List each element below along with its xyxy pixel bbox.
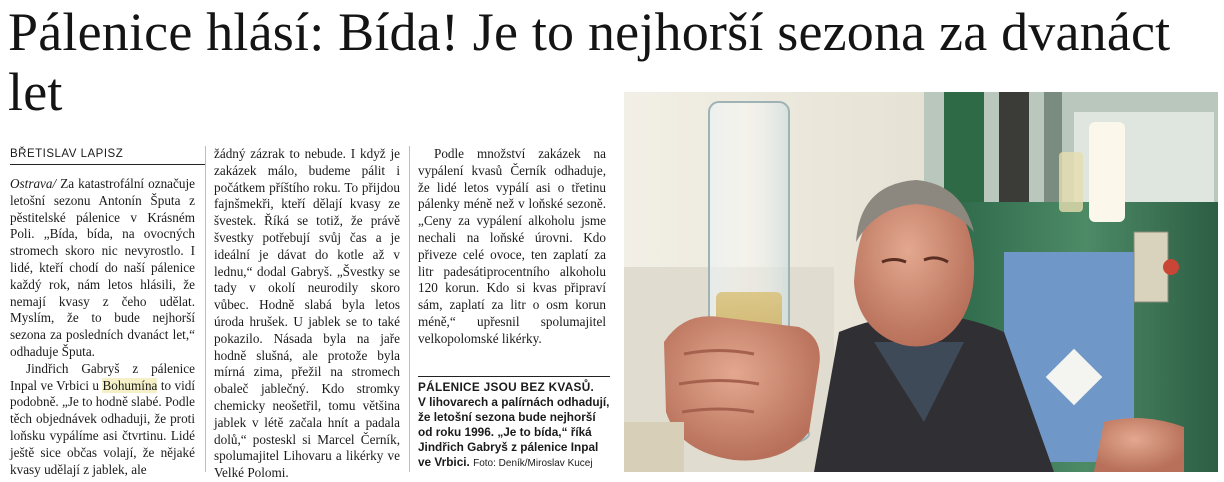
paragraph: Podle množství zakázek na vypálení kvasů Černík odhaduje, že lidé letos vypálí asi o třetinu pálenky méně než v loňské sezoně. „Ceny za vypálení alkoholu jsme nechali na loňské úrovni. Kdo přiveze celé ovoce, ten zaplatí za litr padesátiprocentního alkoholu 120 korun. Kdo si kvas připraví sám, zaplatí za litr o osm korun méně,“ upřesnil spolumajitel velkopolomské likérky.: [418, 146, 606, 346]
headline: Pálenice hlásí: Bída! Je to nejhorší sezona za dvanáct let: [8, 2, 1171, 122]
paragraph-text: Jindřich Gabryš z pálenice Inpal ve Vrbici u: [10, 360, 195, 393]
article-column-1: [10, 176, 195, 478]
article-column-3: [418, 146, 606, 348]
paragraph: [10, 361, 195, 479]
paragraph-text: to vidí podobně. „Je to hodně slabé. Podle těch objednávek odhaduji, že proti loňsku vypálíme asi čtvrtinu. Lidé ještě sice občas volají, že nějaké kvasy udělají z jablek, ale: [10, 377, 196, 477]
place-name-link[interactable]: Bohumína: [102, 377, 158, 393]
photo-credit: Foto: Deník/Miroslav Kucej: [473, 458, 593, 469]
article-photo: [624, 92, 1218, 472]
byline: BŘETISLAV LAPISZ: [10, 148, 205, 165]
caption-text: V lihovarech a palírnách odhadují, že letošní sezona bude nejhorší od roku 1996. „Je to bída,“ říká Jindřich Gabryš z pálenice Inpal ve Vrbici.: [418, 395, 610, 469]
paragraph: [10, 176, 195, 361]
article-column-2: [214, 146, 400, 482]
column-divider: [205, 146, 206, 472]
paragraph-text: Za katastrofální označuje letošní sezonu Antonín Šputa z pěstitelské pálenice v Krásném Poli. „Bída, bída, na ovocných stromech skoro nic nevyrostlo. I lidé, kteří chodí do naší pálenice každý rok, nám letos hlásili, že nemají kvasy z čeho udělat. Myslím, že to bude nejhorší sezona za posledních dvanáct let,“ odhaduje Šputa.: [10, 176, 196, 359]
dateline: Ostrava/: [10, 176, 57, 191]
column-divider: [409, 146, 410, 472]
photo-caption: [418, 376, 610, 471]
paragraph: žádný zázrak to nebude. I když je zakázek málo, budeme pálit i počátkem příštího roku. To přijdou fajnšmekři, kteří dělají kvasy ze švestek. Říká se totiž, že právě švestky potřebují svůj čas a je ideální je dávat do kotle až v lednu,“ dodal Gabryš. „Švestky se tady v okolí neurodily skoro vůbec. Hodně slabá byla letos úroda hrušek. U jablek se to také pokazilo. Násada byla na jaře hodně slušná, ale protože byla mírná zima, přežil na stromech obaleč jablečný. Kdo stromky chemicky neošetřil, tomu většina jablek v létě začala hnít a padala dolů,“ posteskl si Marcel Černík, spolumajitel Lihovaru a likérky ve Velké Polomi.: [214, 146, 400, 481]
caption-title: PÁLENICE JSOU BEZ KVASŮ.: [418, 380, 595, 394]
photo-illustration: [624, 92, 1218, 472]
